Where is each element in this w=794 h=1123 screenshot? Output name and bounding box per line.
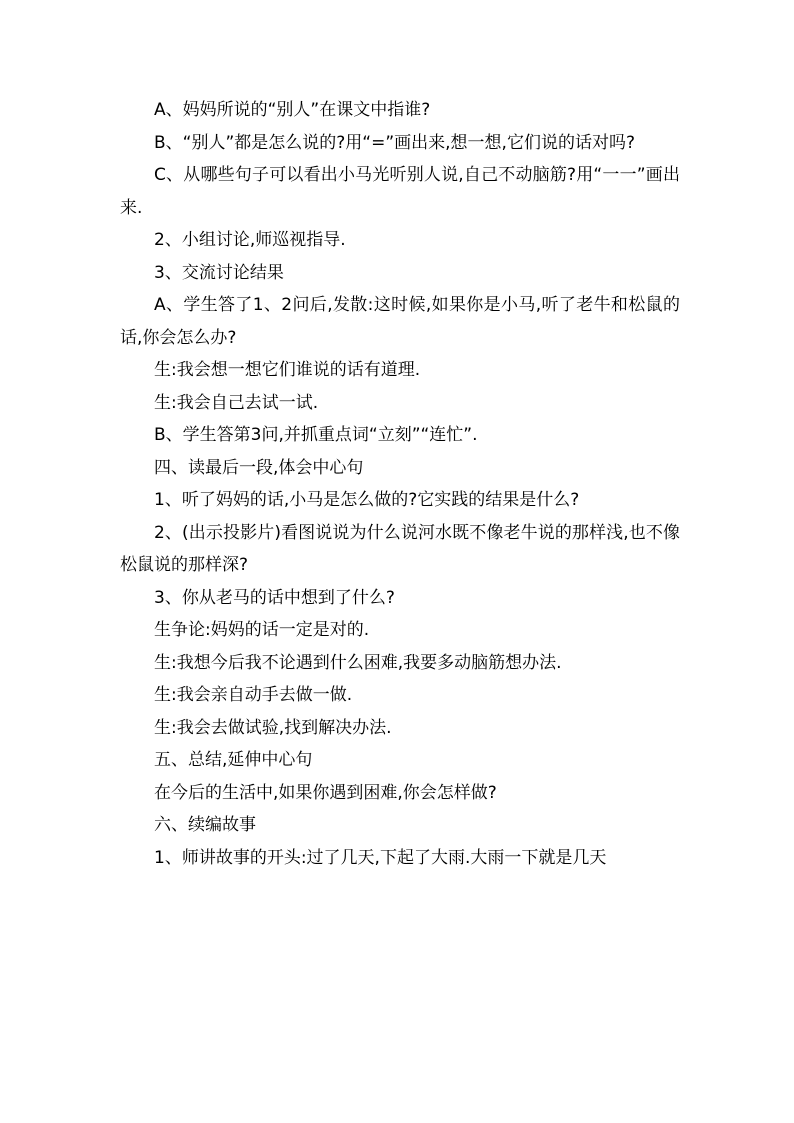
document-body <box>120 94 680 874</box>
paragraph-question-c: C、从哪些句子可以看出小马光听别人说,自己不动脑筋?用“一一”画出来. <box>120 165 680 218</box>
paragraph-divergent-question: A、学生答了1、2问后,发散:这时候,如果你是小马,听了老牛和松鼠的话,你会怎么办? <box>120 295 680 348</box>
paragraph-group-discussion: 2、小组讨论,师巡视指导. <box>154 230 346 250</box>
paragraph-section4-item2: 2、(出示投影片)看图说说为什么说河水既不像老牛说的那样浅,也不像松鼠说的那样深? <box>120 522 680 575</box>
paragraph-question-b: B、“别人”都是怎么说的?用“=”画出来,想一想,它们说的话对吗? <box>154 132 635 153</box>
paragraph-exchange-results: 3、交流讨论结果 <box>154 262 284 283</box>
paragraph-student-answer-5: 生:我会去做试验,找到解决办法. <box>154 717 392 738</box>
paragraph-student-answer-3: 生:我想今后我不论遇到什么困难,我要多动脑筋想办法. <box>154 652 562 673</box>
paragraph-story-start: 1、师讲故事的开头:过了几天,下起了大雨.大雨一下就是几天 <box>154 847 607 868</box>
section-heading-four: 四、读最后一段,体会中心句 <box>154 457 364 478</box>
paragraph-student-answer-4: 生:我会亲自动手去做一做. <box>154 685 353 705</box>
paragraph-question-a: A、妈妈所说的“别人”在课文中指谁? <box>154 100 431 120</box>
paragraph-section4-item1: 1、听了妈妈的话,小马是怎么做的?它实践的结果是什么? <box>154 490 580 510</box>
section-heading-five: 五、总结,延伸中心句 <box>154 750 313 770</box>
paragraph-section4-item3: 3、你从老马的话中想到了什么? <box>154 587 395 608</box>
paragraph-student-debate: 生争论:妈妈的话一定是对的. <box>154 620 370 640</box>
paragraph-student-answer-1: 生:我会想一想它们谁说的话有道理. <box>154 360 421 380</box>
paragraph-summary-question: 在今后的生活中,如果你遇到困难,你会怎样做? <box>154 782 497 803</box>
section-heading-six: 六、续编故事 <box>154 815 256 835</box>
paragraph-student-answer-2: 生:我会自己去试一试. <box>154 392 319 413</box>
paragraph-key-words: B、学生答第3问,并抓重点词“立刻”“连忙”. <box>154 425 478 445</box>
